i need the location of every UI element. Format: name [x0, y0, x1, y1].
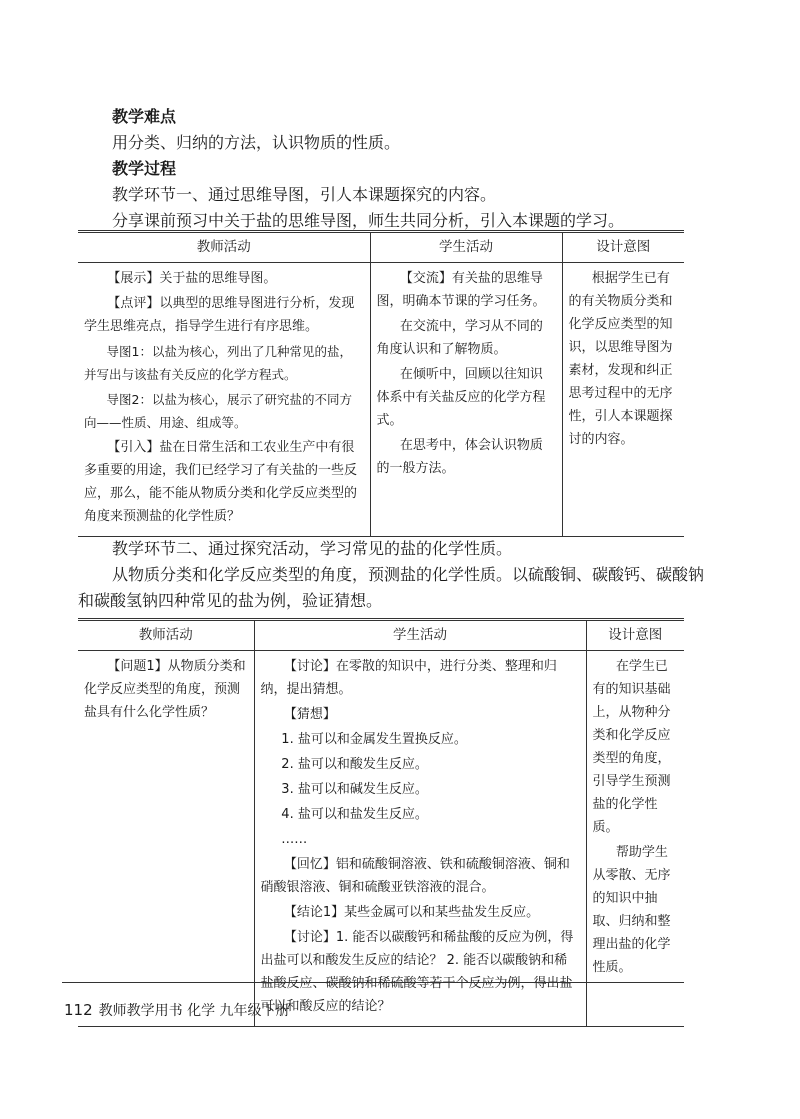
activity-table-1	[78, 230, 684, 537]
teacher-activity-cell	[78, 651, 254, 1027]
step2-description-line2: 和碳酸氢钠四种常见的盐为例，验证猜想。	[78, 591, 383, 610]
cell-list-item: 1. 盐可以和金属发生置换反应。	[281, 732, 467, 747]
table-header-row	[78, 620, 684, 651]
cell-paragraph: 【结论1】某些金属可以和某些盐发生反应。	[283, 905, 540, 920]
step2-title: 教学环节二、通过探究活动，学习常见的盐的化学性质。	[112, 539, 513, 558]
cell-paragraph: 【问题1】从物质分类和化学反应类型的角度，预测盐具有什么化学性质？	[84, 659, 246, 720]
table-row	[78, 651, 684, 1027]
heading-teaching-process: 教学过程	[112, 159, 177, 178]
cell-paragraph: 【回忆】铝和硫酸铜溶液、铁和硫酸铜溶液、铜和硝酸银溶液、铜和硫酸亚铁溶液的混合。	[260, 857, 570, 895]
step1-title: 教学环节一、通过思维导图，引人本课题探究的内容。	[112, 185, 497, 204]
header-teacher-activity: 教师活动	[78, 620, 254, 651]
cell-paragraph: 在倾听中，回顾以往知识体系中有关盐反应的化学方程式。	[376, 367, 546, 428]
cell-paragraph: 在学生已有的知识基础上，从物种分类和化学反应类型的角度，引导学生预测盐的化学性质。	[592, 659, 671, 835]
cell-list-item: 4. 盐可以和盐发生反应。	[281, 807, 428, 822]
cell-paragraph: 根据学生已有的有关物质分类和化学反应类型的知识，以思维导图为素材，发现和纠正思考过程中的无序性，引人本课题探讨的内容。	[568, 271, 673, 447]
cell-paragraph: 【展示】关于盐的思维导图。	[107, 271, 277, 286]
step2-description-line1: 从物质分类和化学反应类型的角度，预测盐的化学性质。以硫酸铜、碳酸钙、碳酸钠	[112, 565, 705, 584]
cell-paragraph: 导图2：以盐为核心，展示了研究盐的不同方向——性质、用途、组成等。	[84, 392, 352, 430]
design-intent-cell	[586, 651, 684, 1027]
header-teacher-activity: 教师活动	[78, 232, 370, 263]
header-student-activity: 学生活动	[370, 232, 562, 263]
header-design-intent: 设计意图	[586, 620, 684, 651]
design-intent-cell	[562, 263, 684, 537]
cell-list-item: 2. 盐可以和酸发生反应。	[281, 757, 428, 772]
page-footer	[64, 1000, 290, 1020]
book-title: 教师教学用书 化学 九年级下册	[98, 1003, 290, 1019]
difficulty-text: 用分类、归纳的方法，认识物质的性质。	[112, 133, 401, 152]
table-header-row	[78, 232, 684, 263]
cell-ellipsis: ……	[281, 832, 308, 847]
student-activity-cell	[370, 263, 562, 537]
cell-paragraph: 【点评】以典型的思维导图进行分析，发现学生思维亮点，指导学生进行有序思维。	[84, 296, 355, 334]
activity-table-2	[78, 618, 684, 1027]
teacher-activity-cell	[78, 263, 370, 537]
cell-paragraph: 在交流中，学习从不同的角度认识和了解物质。	[376, 319, 543, 357]
cell-paragraph: 帮助学生从零散、无序的知识中抽取、归纳和整理出盐的化学性质。	[592, 845, 671, 975]
cell-paragraph: 【猜想】	[283, 707, 336, 722]
cell-paragraph: 在思考中，体会认识物质的一般方法。	[376, 438, 543, 476]
step1-description: 分享课前预习中关于盐的思维导图，师生共同分析，引入本课题的学习。	[112, 211, 625, 230]
cell-paragraph: 【讨论】在零散的知识中，进行分类、整理和归纳，提出猜想。	[260, 659, 557, 697]
cell-paragraph: 【引入】盐在日常生活和工农业生产中有很多重要的用途，我们已经学习了有关盐的一些反应，那么，能不能从物质分类和化学反应类型的角度来预测盐的化学性质？	[84, 440, 358, 524]
table-row	[78, 263, 684, 537]
cell-paragraph: 【讨论】1. 能否以碳酸钙和稀盐酸的反应为例，得出盐可以和酸发生反应的结论？ 2. 能否以碳酸钠和稀盐酸反应、碳酸钠和稀硫酸等若干个反应为例，得出盐可以和酸反应的结论？	[260, 930, 574, 1014]
cell-list-item: 3. 盐可以和碱发生反应。	[281, 782, 428, 797]
student-activity-cell	[254, 651, 586, 1027]
footer-divider	[62, 982, 684, 983]
cell-paragraph: 【交流】有关盐的思维导图，明确本节课的学习任务。	[376, 271, 546, 309]
header-student-activity: 学生活动	[254, 620, 586, 651]
cell-paragraph: 导图1：以盐为核心，列出了几种常见的盐，并写出与该盐有关反应的化学方程式。	[84, 344, 352, 382]
header-design-intent: 设计意图	[562, 232, 684, 263]
heading-teaching-difficulty: 教学难点	[112, 107, 177, 126]
page-number: 112	[64, 1001, 93, 1019]
